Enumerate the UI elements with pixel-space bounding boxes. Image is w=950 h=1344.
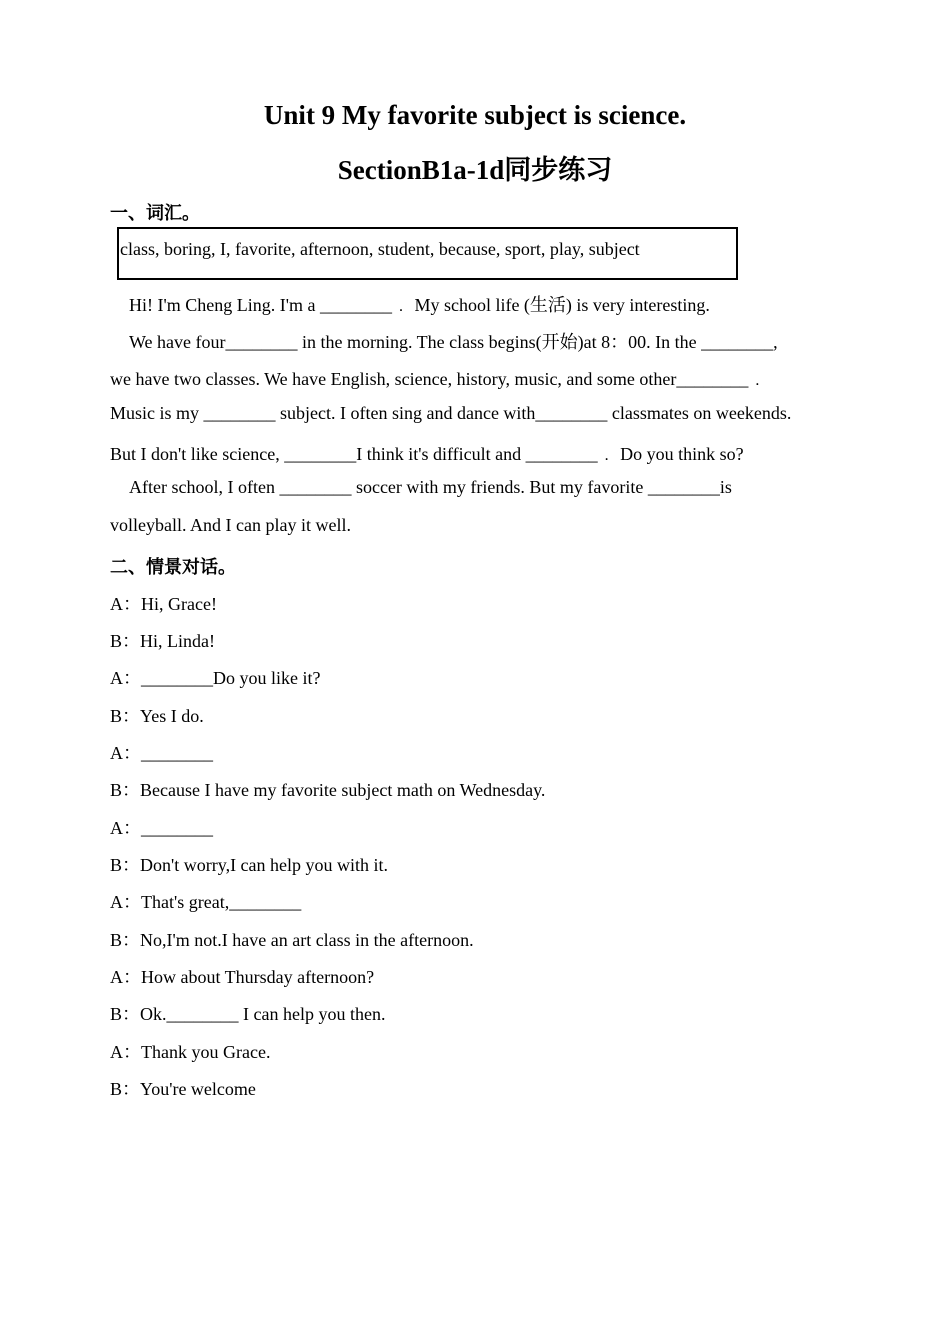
section1-heading: 一、词汇。 [110,203,200,224]
passage-line: Hi! I'm Cheng Ling. I'm a ________﹒ My school life (生活) is very interesting. [129,295,710,315]
dialogue-line: A：________ [110,818,213,838]
passage-line: After school, I often ________ soccer with my friends. But my favorite ________is [129,477,732,497]
dialogue-line: A：Hi, Grace! [110,594,217,614]
word-bank-box: class, boring, I, favorite, afternoon, student, because, sport, play, subject [117,227,738,280]
passage-line: But I don't like science, ________I think it's difficult and ________﹒ Do you think so? [110,444,744,464]
dialogue-line: B：Because I have my favorite subject math on Wednesday. [110,780,546,800]
passage-line: volleyball. And I can play it well. [110,515,351,535]
dialogue-line: B：Yes I do. [110,706,204,726]
passage-line: we have two classes. We have English, science, history, music, and some other________﹒ [110,369,767,389]
dialogue-line: B：Ok.________ I can help you then. [110,1004,386,1024]
dialogue-line: A：That's great,________ [110,892,302,912]
passage-line: Music is my ________ subject. I often sing and dance with________ classmates on weekends. [110,403,792,423]
section2-heading: 二、情景对话。 [110,557,236,578]
dialogue-line: A：How about Thursday afternoon? [110,967,375,987]
dialogue-line: B：Hi, Linda! [110,631,215,651]
dialogue-line: A：________Do you like it? [110,668,321,688]
dialogue-line: A：________ [110,743,213,763]
dialogue-line: B：You're welcome [110,1079,256,1099]
passage-line: We have four________ in the morning. The class begins(开始)at 8：00. In the ________, [129,332,778,352]
dialogue-line: B：Don't worry,I can help you with it. [110,855,389,875]
dialogue-line: A：Thank you Grace. [110,1042,271,1062]
page-subtitle: SectionB1a-1d同步练习 [337,155,613,185]
page-title: Unit 9 My favorite subject is science. [263,100,687,130]
dialogue-line: B：No,I'm not.I have an art class in the afternoon. [110,930,474,950]
